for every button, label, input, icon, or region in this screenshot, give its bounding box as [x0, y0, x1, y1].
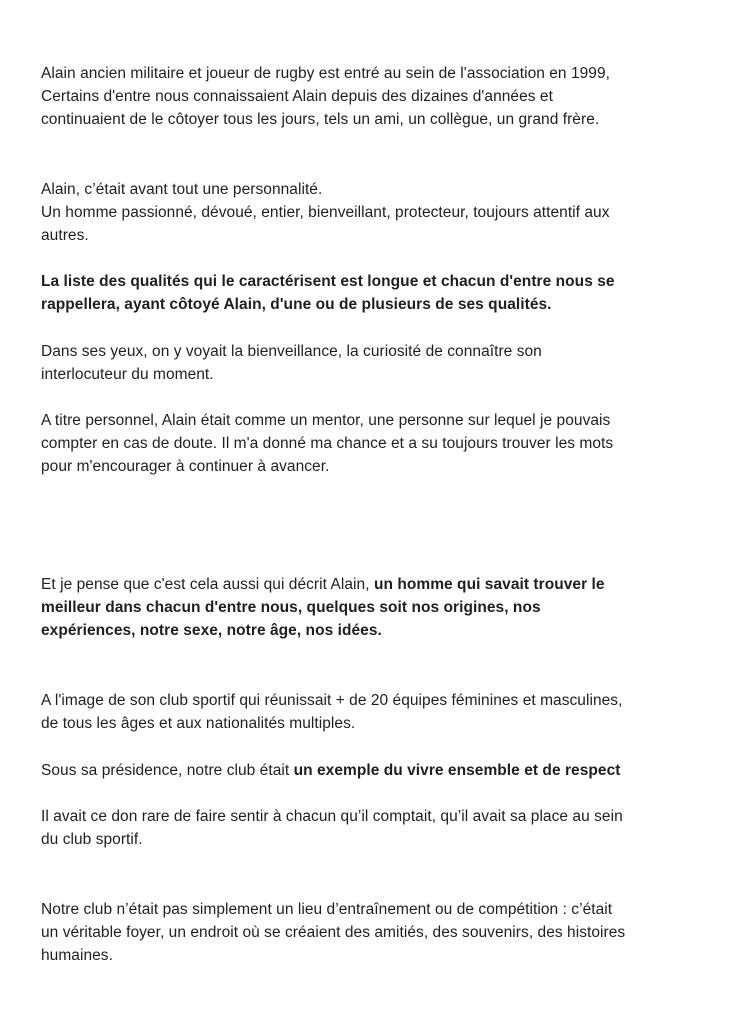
text-line	[41, 575, 605, 595]
text-line: continuaient de le côtoyer tous les jours, tels un ami, un collègue, un grand frère.	[41, 111, 600, 128]
text-line: Il avait ce don rare de faire sentir à chacun qu’il comptait, qu’il avait sa place au sein	[41, 808, 623, 825]
text-line: interlocuteur du moment.	[41, 366, 214, 383]
text-line: Alain, c’était avant tout une personnalité.	[41, 181, 323, 198]
text-line: A titre personnel, Alain était comme un mentor, une personne sur lequel je pouvais	[41, 412, 611, 429]
text-line	[41, 761, 620, 781]
text-line: Notre club n’était pas simplement un lieu d’entraînement ou de compétition : c’était	[41, 901, 613, 918]
text-line: de tous les âges et aux nationalités multiples.	[41, 715, 356, 732]
text-span: Sous sa présidence, notre club était	[41, 762, 294, 779]
text-line: un véritable foyer, un endroit où se créaient des amitiés, des souvenirs, des histoires	[41, 924, 626, 941]
text-line: meilleur dans chacun d'entre nous, quelques soit nos origines, nos	[41, 599, 541, 616]
text-line: La liste des qualités qui le caractérisent est longue et chacun d'entre nous se	[41, 273, 615, 290]
text-line: A l'image de son club sportif qui réunissait + de 20 équipes féminines et masculines,	[41, 692, 623, 709]
text-line: humaines.	[41, 947, 113, 964]
text-line: autres.	[41, 227, 89, 244]
text-line: pour m'encourager à continuer à avancer.	[41, 458, 330, 475]
text-span: Et je pense que c'est cela aussi qui décrit Alain,	[41, 576, 374, 593]
bold-text-span: un homme qui savait trouver le	[373, 576, 605, 593]
text-line: expériences, notre sexe, notre âge, nos idées.	[41, 622, 382, 639]
text-line: du club sportif.	[41, 831, 143, 848]
text-line: Certains d'entre nous connaissaient Alain depuis des dizaines d'années et	[41, 88, 553, 105]
text-line: compter en cas de doute. Il m'a donné ma chance et a su toujours trouver les mots	[41, 435, 614, 452]
text-line: Dans ses yeux, on y voyait la bienveillance, la curiosité de connaître son	[41, 343, 542, 360]
text-line: Un homme passionné, dévoué, entier, bienveillant, protecteur, toujours attentif aux	[41, 204, 610, 221]
text-line: Alain ancien militaire et joueur de rugby est entré au sein de l'association en 1999,	[41, 65, 610, 82]
bold-text-span: un exemple du vivre ensemble et de respect	[293, 762, 621, 779]
text-line: rappellera, ayant côtoyé Alain, d'une ou de plusieurs de ses qualités.	[41, 296, 552, 313]
